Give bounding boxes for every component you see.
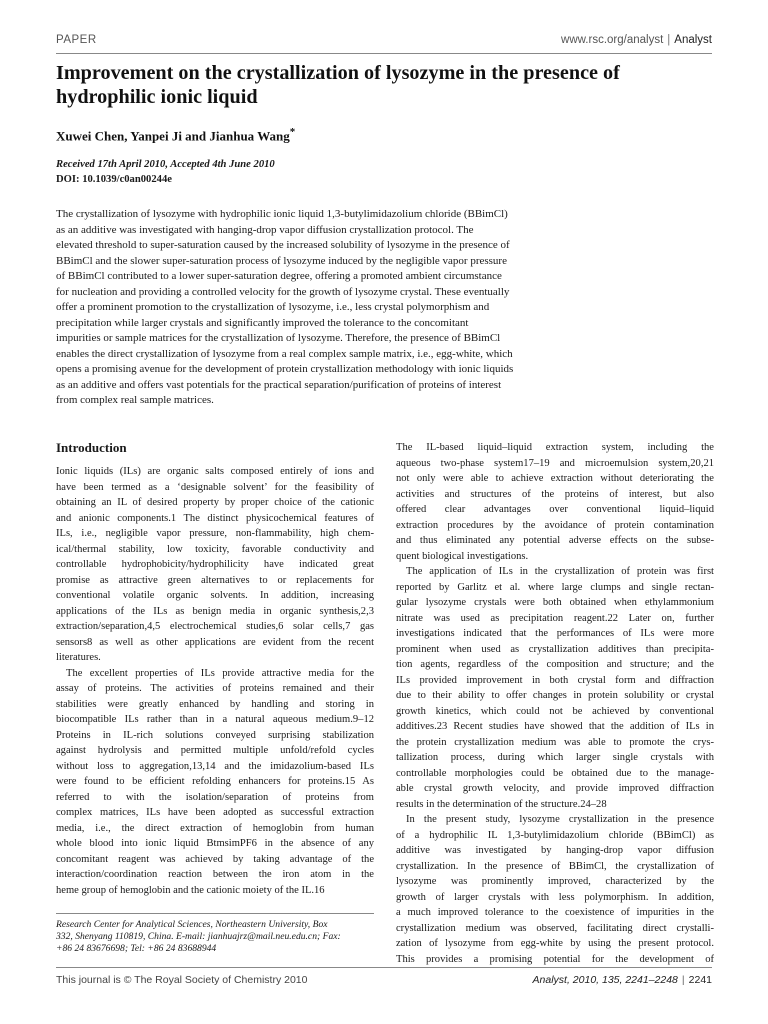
body-line: ILs, i.e., negligible vapor pressure, non-flammability, high chem-	[56, 528, 374, 539]
citation: Analyst, 2010, 135, 2241–2248	[532, 974, 678, 986]
body-line: assay of proteins. The activities of proteins remained and their	[56, 683, 374, 694]
abstract	[56, 207, 712, 409]
body-line: tallization process, during which larger single crystals with	[396, 752, 714, 763]
body-line: ical/thermal stability, low toxicity, favorable conductivity and	[56, 543, 374, 555]
body-line: The IL-based liquid–liquid extraction system, including the	[396, 442, 714, 453]
body-line: concomitant reagent was achieved by taking advantage of the	[56, 853, 374, 865]
abstract-line: of BBimCl contributed to a lower super-saturation degree, offering a promoted ambient circumstance	[56, 270, 502, 282]
doi[interactable]: DOI: 10.1039/c0an00244e	[56, 174, 172, 185]
body-line: media, i.e., the direct extraction of hemoglobin from human	[56, 822, 374, 834]
body-line: interaction/coordination reaction between the iron atom in the	[56, 869, 374, 880]
body-line: investigations indicated that the performances of ILs were more	[396, 628, 714, 639]
body-line: controllable morphologies could be obtained due to the manage-	[396, 767, 714, 779]
body-line: quent biological investigations.	[396, 550, 529, 562]
body-line: referred to with the isolation/separation of proteins from	[56, 791, 374, 803]
body-line: able crystal growth velocity, and provide improved diffraction	[396, 783, 714, 794]
body-line: The application of ILs in the crystallization of protein was first	[406, 566, 714, 577]
right-column	[396, 440, 714, 967]
body-line: prominent when used as crystallization additives than precipita-	[396, 643, 714, 655]
body-line: In the present study, lysozyme crystallization in the presence	[406, 814, 714, 825]
body-line: the protein crystallization medium was able to promote the crys-	[396, 736, 714, 748]
abstract-line: The crystallization of lysozyme with hydrophilic ionic liquid 1,3-butylimidazolium chloride (BBimCl)	[56, 208, 508, 220]
body-line: extraction procedures by the avoidance of protein contamination	[396, 519, 714, 531]
abstract-line: enables the direct crystallization of lysozyme from a real complex sample matrix, i.e., egg-white, which	[56, 347, 513, 360]
body-line: promise as attractive green alternatives to or replacements for	[56, 574, 374, 586]
body-line: The excellent properties of ILs provide attractive media for the	[66, 667, 374, 679]
body-line: reported by Garlitz et al. where large clumps and single rectan-	[396, 581, 714, 593]
body-line: of a hydrophilic IL 1,3-butylimidazolium chloride (BBimCl) as	[396, 829, 714, 841]
body-line: crystallization medium was observed, facilitating direct crystalli-	[396, 922, 714, 934]
footnote-line: Research Center for Analytical Sciences, Northeastern University, Box	[56, 919, 328, 930]
body-line: nitrate was used as precipitation reagent.22 Later on, further	[396, 612, 714, 624]
body-line: conventional volatile organic solvents. In addition, increasing	[56, 590, 374, 601]
body-line: activities and structures of the proteins of interest, but also	[396, 488, 714, 500]
abstract-line: elevated threshold to super-saturation caused by the increased solubility of lysozyme in the presence of	[56, 239, 510, 251]
body-line: heme group of hemoglobin and the cationic moiety of the IL.16	[56, 884, 325, 896]
body-line: against hydrolysis and permitted multiple unfold/refold cycles	[56, 745, 374, 756]
body-line: crystallization. In the presence of BBimCl, the crystallization of	[396, 860, 714, 872]
body-line: lysozyme was prominently improved, characterized by the	[396, 876, 714, 887]
body-line: Ionic liquids (ILs) are organic salts composed entirely of ions and	[56, 466, 374, 477]
section-label: PAPER	[56, 34, 97, 46]
abstract-line: for nucleation and providing a controlled velocity for the growth of lysozyme crystal. These eventually	[56, 285, 510, 298]
body-line: tion agents, regardless of the composition and structure; and the	[396, 659, 714, 670]
body-line: aqueous two-phase system17–19 and microemulsion system,20,21	[396, 457, 714, 469]
body-line: a much improved tolerance to the coexistence of impurities in the	[396, 907, 714, 918]
body-line: stabilities were greatly enhanced by handling and storing in	[56, 698, 374, 710]
left-column	[56, 440, 374, 898]
abstract-line: BBimCl and the slower super-saturation process of lysozyme induced by the negligible vapor pressure	[56, 254, 507, 267]
body-line: and thus eliminated any potential adverse effects on the subse-	[396, 535, 714, 546]
body-line: ILs provided improvement in both crystal form and diffraction	[396, 674, 714, 686]
body-line: growth of larger crystals with less polymorphism. In addition,	[396, 891, 714, 903]
body-line: have been termed as a ‘designable solvent’ for the feasibility of	[56, 481, 374, 493]
header-divider	[56, 53, 712, 54]
body-line: controllable hydrophobicity/hydrophilicity have indicated great	[56, 559, 374, 570]
affiliation-footnote	[56, 919, 374, 955]
body-line: not only were able to achieve extraction without deteriorating the	[396, 473, 714, 484]
body-line: applications of the ILs as benign media in organic synthesis,2,3	[56, 605, 374, 617]
body-line: literatures.	[56, 652, 101, 663]
footnote-line: +86 24 83676698; Tel: +86 24 83688944	[56, 943, 217, 954]
paper-title: Improvement on the crystallization of lysozyme in the presence of hydrophilic ionic liquid	[56, 62, 620, 108]
body-line: This provides a promising potential for the development of	[396, 953, 714, 965]
body-line: results in the determination of the structure.24–28	[396, 798, 607, 810]
abstract-line: from complex real sample matrices.	[56, 394, 214, 406]
body-line: offered clear advantages over conventional liquid–liquid	[396, 504, 714, 515]
body-line: biocompatible ILs rather than in a natural aqueous medium.9–12	[56, 714, 374, 725]
body-line: were found to be efficient refolding enhancers for proteins.15 As	[56, 776, 374, 787]
body-line: additive was investigated by hanging-drop vapor diffusion	[396, 845, 714, 856]
journal-name: Analyst	[674, 34, 712, 46]
footer-divider	[56, 967, 712, 968]
body-line: whole blood into ionic liquid BtmsimPF6 in the absence of any	[56, 838, 374, 849]
body-line: zation of lysozyme from egg-white by using the present protocol.	[396, 938, 714, 949]
body-line: without loss to aggregation,13,14 and the imidazolium-based ILs	[56, 760, 374, 772]
abstract-line: precipitation while larger crystals and significantly improved the tolerance to the concomitant	[56, 316, 469, 329]
abstract-line: as an additive was investigated with hanging-drop vapor diffusion crystallization protocol. The	[56, 223, 474, 236]
body-line: due to their ability to offer changes in protein solubility or crystal	[396, 690, 714, 701]
footnote-divider	[56, 913, 374, 914]
received-accepted: Received 17th April 2010, Accepted 4th June 2010	[56, 159, 275, 170]
journal-header	[561, 34, 712, 46]
body-line: growth kinetics, which could not be achieved by conventional	[396, 705, 714, 717]
body-line: gular lysozyme crystals were both obtained when ethylammonium	[396, 597, 714, 608]
article-dates	[56, 157, 275, 187]
body-line: sensors8 as well as other applications are evident from the recent	[56, 636, 374, 648]
footer-separator: |	[681, 974, 685, 986]
citation-footer	[533, 974, 712, 986]
body-line: and anionic components.1 The distinct physicochemical features of	[56, 512, 374, 524]
author-list	[56, 126, 295, 144]
corresponding-author-mark: *	[289, 126, 296, 138]
page-number: 2241	[688, 974, 712, 986]
body-line: complex matrices, ILs have been adopted as successful extraction	[56, 807, 374, 818]
introduction-heading: Introduction	[56, 440, 127, 455]
journal-url[interactable]: www.rsc.org/analyst	[561, 34, 664, 46]
copyright-notice: This journal is © The Royal Society of Chemistry 2010	[56, 974, 308, 986]
body-line: additives.23 Recent studies have showed that the addition of ILs in	[396, 721, 714, 732]
author-names: Xuwei Chen, Yanpei Ji and Jianhua Wang	[56, 128, 290, 144]
body-line: extraction/separation,4,5 electrochemical studies,6 solar cells,7 gas	[56, 621, 374, 632]
abstract-line: opens a promising avenue for the development of protein crystallization methodology with ionic liquids	[56, 363, 514, 375]
footnote-line: 332, Shenyang 110819, China. E-mail: jianhuajrz@mail.neu.edu.cn; Fax:	[56, 931, 341, 942]
header-separator: |	[667, 34, 671, 46]
abstract-line: impurities or sample matrices for the crystallization of lysozyme. Therefore, the presence of BBimCl	[56, 332, 501, 344]
body-line: Proteins in IL-rich solutions conveyed surprising stabilization	[56, 729, 374, 741]
body-line: obtaining an IL of desired property by proper choice of the cationic	[56, 497, 374, 508]
abstract-line: as an additive and offers vast potentials for the practical separation/purification of proteins of interest	[56, 378, 502, 391]
abstract-line: offer a prominent promotion to the crystallization of lysozyme, i.e., less crystal polymorphism and	[56, 301, 490, 313]
